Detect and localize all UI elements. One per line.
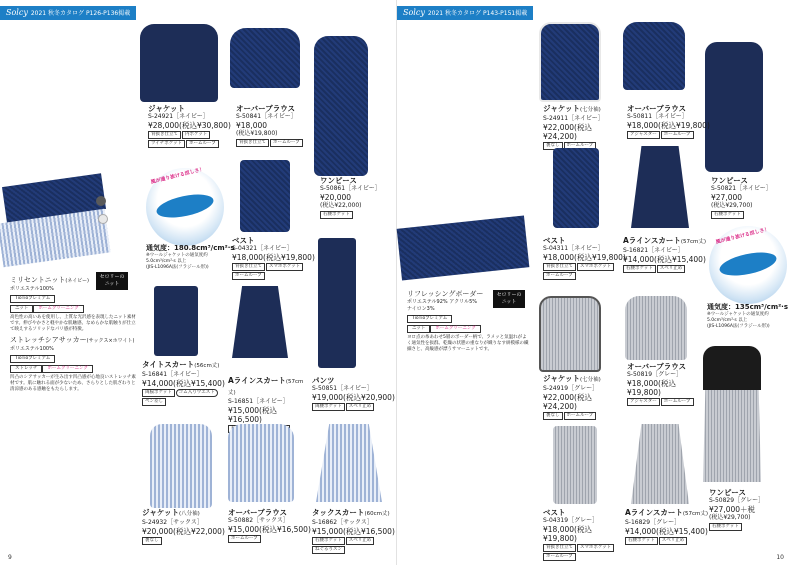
feature-tag: アジャスター (627, 398, 660, 406)
product-name: ジャケット (543, 104, 580, 113)
feature-tag: ホームループ (232, 272, 265, 280)
product-color: ［グレー］ (568, 517, 599, 524)
page-header (397, 6, 533, 20)
feature-tag: ホームループ (543, 272, 576, 280)
product-code: S-16841 (142, 371, 168, 378)
product-price: ¥14,000(税込¥15,400) (142, 379, 225, 388)
overblouse-sax-image (228, 424, 294, 502)
product-name: タイトスカート (142, 360, 195, 369)
onepiece-navy-image (314, 36, 368, 176)
feature-tag: 右腰ポケット (623, 265, 656, 273)
feature-tag: ホームループ (228, 535, 261, 543)
permeability-value: 180.8cm³/cm²·s (174, 244, 235, 252)
product-code: S-50882 (228, 517, 254, 524)
feature-tag: 背抜き仕立て (543, 544, 576, 552)
product-name: Aラインスカート (623, 236, 681, 245)
feature-tag: 右腰ポケット (625, 537, 658, 545)
fabric-fiber: ナイロン3% (407, 306, 435, 312)
product-length: (57cm丈) (682, 511, 709, 517)
product-color: ［ネイビー］ (648, 247, 684, 254)
feature-tag: ねぐるりスン (312, 546, 345, 554)
product-code: S-50821 (711, 185, 737, 192)
product-name: ベスト (232, 236, 255, 245)
fabric-name: ストレッチシアサッカー (10, 336, 87, 344)
product-length: (60cm丈) (364, 511, 390, 517)
product-code: S-50841 (236, 113, 262, 120)
permeability-value: 135cm³/cm²·s (735, 303, 789, 311)
fabric-tag: ニット (10, 305, 33, 313)
product-color: ［グレー］ (650, 519, 681, 526)
feature-tag: 背抜き仕立て (148, 131, 181, 139)
arrow-up-icon (755, 240, 763, 250)
seal-ribbon: 風が通り抜ける涼しさ！ (150, 166, 206, 186)
product-name: オーバーブラウス (627, 104, 687, 113)
product-item (142, 508, 234, 545)
product-color: ［ネイビー］ (345, 185, 381, 192)
product-item (543, 236, 627, 280)
product-item (625, 508, 709, 545)
product-color: ［グレー］ (568, 385, 599, 392)
permeability-note: (JIS-L1096A法(フラジール形)) (707, 324, 770, 329)
product-name: Aラインスカート (625, 508, 683, 517)
feature-tag: ホームループ (564, 412, 597, 420)
product-code: S-50819 (627, 371, 653, 378)
product-name: オーバーブラウス (228, 508, 288, 517)
product-code: S-04311 (543, 245, 569, 252)
product-item (312, 508, 396, 554)
fabric-tag: TioTioプレミアム (407, 315, 452, 323)
feature-tag: スベリ止め (346, 537, 375, 545)
product-price: ¥22,000(税込¥24,200) (543, 393, 592, 411)
product-name: ベスト (543, 508, 566, 517)
product-color: ［ネイビー］ (257, 245, 293, 252)
onepiece-gray-skirt-image (703, 390, 761, 482)
vest-gray-image (553, 426, 597, 504)
fabric-text: 高色性の高いあを使用し、上質な光沢感を表現したニット素材です。伸びやかさと軽やかな肌触感、なめらかな肌触りが仕立て映えするソリッドなパリ感が特徴。 (10, 315, 136, 332)
fabric-tag: TioTioプレミアム (10, 295, 55, 303)
jacket-navy-tweed-image (539, 22, 601, 102)
product-color: ［ネイビー］ (652, 113, 688, 120)
product-name: ジャケット (148, 104, 185, 113)
product-color: ［ネイビー］ (568, 245, 604, 252)
permeability-note: ※ウールジャケットの通気度約 (146, 253, 208, 258)
fabric-tag: ニット (407, 325, 430, 333)
product-code: S-16851 (228, 398, 254, 405)
product-item (312, 376, 396, 411)
product-price: ¥15,000(税込¥16,500) (312, 527, 395, 536)
vest-navy-image (553, 148, 599, 228)
product-price: ¥22,000(税込¥24,200) (543, 123, 592, 141)
feature-tag: ホームループ (564, 142, 597, 150)
product-item (709, 488, 793, 531)
product-price: ¥20,000 (320, 193, 352, 202)
product-price: ¥27,000＋税 (709, 505, 756, 514)
product-price: ¥15,000(税込¥16,500) (228, 406, 277, 424)
brand-logo: Solcy (6, 8, 28, 17)
product-name: ワンピース (320, 176, 357, 185)
product-name: ジャケット (543, 374, 580, 383)
tight-skirt-navy-image (154, 286, 198, 356)
product-price: ¥15,000(税込¥16,500) (228, 525, 311, 534)
seal-ribbon: 風が通り抜ける涼しさ！ (715, 226, 771, 246)
vest-navy-image (240, 160, 290, 232)
product-code: S-16862 (312, 519, 338, 526)
fabric-color: (ネイビー) (65, 278, 89, 284)
fabric-tag: ストレッチ (10, 365, 42, 373)
a-line-skirt-gray-image (631, 424, 689, 504)
feature-tag: 両脇ポケット (142, 389, 175, 397)
feature-tag: ホームループ (661, 131, 694, 139)
header-text: 2021 秋冬カタログ P126-P136掲載 (30, 10, 131, 17)
page-number: 9 (8, 554, 12, 561)
product-item (320, 176, 394, 219)
permeability-info (146, 245, 246, 271)
product-code: S-04321 (232, 245, 258, 252)
brand-logo: Solcy (403, 8, 425, 17)
page-header (0, 6, 136, 20)
fabric-fiber: ポリエステル100% (10, 286, 54, 292)
permeability-label: 通気度： (146, 244, 174, 252)
fabric-text: ヨロ点の糸あわせ5層のボーダー柄で、ラメッと気温れがよく通気性を抜群。乾燥の状態の重なりが織りなす絣模様の繊細さと、高級感が漂うサマーニットです。 (407, 335, 529, 352)
product-item (711, 176, 791, 219)
feature-tag: スマホポケット (266, 263, 303, 271)
product-item (623, 236, 709, 273)
product-price-tax: (税込¥29,700) (709, 514, 751, 521)
feature-tag: 右腰ポケット (312, 537, 345, 545)
feature-tag: スベリ止め (657, 265, 686, 273)
permeability-note: 5.0cm³/cm²·s 以上 (146, 259, 187, 264)
product-name: Aラインスカート (228, 376, 286, 385)
product-name: ジャケット (142, 508, 179, 517)
feature-tag: 背抜き仕立て (543, 263, 576, 271)
product-price-tax: (税込¥19,800) (236, 130, 278, 137)
product-code: S-50811 (627, 113, 653, 120)
product-color: ［ネイビー］ (173, 113, 209, 120)
jacket-sax-image (150, 424, 212, 508)
permeability-label: 通気度： (707, 303, 735, 311)
fabric-fiber: ポリエステル100% (10, 346, 54, 352)
product-name: パンツ (312, 376, 335, 385)
product-color: ［ネイビー］ (568, 115, 604, 122)
product-name: ベスト (543, 236, 566, 245)
feature-tag: ペン差し (142, 398, 166, 406)
product-length: (57cm丈) (680, 239, 707, 245)
product-name: タックスカート (312, 508, 365, 517)
overblouse-gray-image (625, 296, 687, 360)
product-item (142, 360, 234, 406)
arrow-up-icon (735, 240, 743, 250)
feature-tag: アジャスター (627, 131, 660, 139)
fabric-color: (サックス×ホワイト) (86, 338, 135, 344)
product-name: オーバーブラウス (236, 104, 296, 113)
feature-tag: 裏なし (142, 537, 162, 545)
product-item (228, 508, 314, 543)
product-item (232, 236, 316, 280)
product-price: ¥14,000(税込¥15,400) (623, 255, 706, 264)
product-color: ［サックス］ (337, 519, 373, 526)
fabric-name: ミリセントニット (10, 276, 66, 284)
feature-tag: ホームループ (186, 140, 219, 148)
permeability-note: ※ウールジャケットの通気度約 (707, 312, 769, 317)
permeability-note: (JIS-L1096A法(フラジール形)) (146, 265, 209, 270)
product-item (627, 362, 709, 406)
product-code: S-24911 (543, 115, 569, 122)
feature-tag: 内ポケット (182, 131, 210, 139)
product-code: S-24919 (543, 385, 569, 392)
product-color: ［サックス］ (167, 519, 203, 526)
jacket-gray-image (539, 296, 601, 372)
feature-tag: スベリ止め (659, 537, 688, 545)
product-price: ¥27,000 (711, 193, 743, 202)
permeability-note: 5.0cm³/cm²·s 以上 (707, 318, 748, 323)
button-image (96, 196, 106, 206)
arrow-up-icon (172, 182, 180, 192)
product-price: ¥19,000(税込¥20,900) (312, 393, 395, 402)
product-color: ［ネイビー］ (253, 398, 289, 405)
feature-tag: スマホポケット (577, 263, 614, 271)
product-price-tax: (税込¥29,700) (711, 202, 753, 209)
product-item (543, 374, 625, 420)
product-price: ¥18,000 (236, 121, 268, 130)
feature-tag: スベリ止め (346, 403, 375, 411)
feature-tag: 裏なし (543, 142, 563, 150)
product-item (543, 104, 625, 150)
product-color: ［ネイビー］ (736, 185, 772, 192)
permeability-info (707, 304, 793, 330)
product-price: ¥18,000(税込¥19,800) (627, 121, 710, 130)
feature-tag: 右腰ポケット (709, 523, 742, 531)
page-number: 10 (776, 554, 784, 561)
product-price: ¥18,000(税込¥19,800) (543, 253, 626, 262)
feature-tag: 背抜き仕立て (236, 139, 269, 147)
feature-tag: ゴム入りウエスト (176, 389, 218, 397)
a-line-skirt-navy-image (232, 286, 288, 358)
fabric-fiber: ポリエステル92% アクリル5% (407, 299, 478, 305)
fabric-swatch-border (397, 215, 530, 280)
product-length: (七分袖) (579, 377, 601, 383)
button-image (98, 214, 108, 224)
product-price-tax: (税込¥22,000) (320, 202, 362, 209)
feature-tag: 背抜き仕立て (232, 263, 265, 271)
fabric-tag: ホームクリーニング (430, 325, 480, 333)
arrow-up-icon (192, 182, 200, 192)
product-code: S-24921 (148, 113, 174, 120)
header-text: 2021 秋冬カタログ P143-P151掲載 (427, 10, 528, 17)
product-code: S-50851 (312, 385, 338, 392)
feature-tag: 両腰ポケット (312, 403, 345, 411)
feature-tag: ツイチポケット (148, 140, 185, 148)
product-item (543, 508, 625, 561)
product-length: (56cm丈) (194, 363, 220, 369)
product-color: ［ネイビー］ (167, 371, 203, 378)
product-name: ワンピース (709, 488, 746, 497)
fabric-description (10, 276, 138, 393)
a-line-skirt-navy-image (631, 146, 689, 228)
product-price: ¥20,000(税込¥22,000) (142, 527, 225, 536)
product-code: S-16829 (625, 519, 651, 526)
product-code: S-50829 (709, 497, 735, 504)
product-code: S-04319 (543, 517, 569, 524)
product-code: S-16821 (623, 247, 649, 254)
feature-tag: ホームループ (661, 398, 694, 406)
onepiece-navy-image (705, 42, 763, 172)
product-name: オーバーブラウス (627, 362, 687, 371)
product-color: ［グレー］ (734, 497, 765, 504)
product-price: ¥14,000(税込¥15,400) (625, 527, 708, 536)
feature-tag: ホームループ (270, 139, 303, 147)
product-name: ワンピース (711, 176, 748, 185)
celery-knit-badge: セロリーの ニット (493, 290, 525, 308)
product-color: ［ネイビー］ (261, 113, 297, 120)
feature-tag: 右腰ポケット (320, 211, 353, 219)
jacket-navy-image (140, 24, 218, 102)
onepiece-gray-bodice-image (703, 346, 761, 390)
product-price: ¥18,000(税込¥19,800) (627, 379, 676, 397)
overblouse-navy-tweed-image (623, 22, 685, 90)
feature-tag: スマホポケット (577, 544, 614, 552)
product-code: S-24932 (142, 519, 168, 526)
product-color: ［グレー］ (652, 371, 683, 378)
product-length: (七分袖) (579, 107, 601, 113)
fabric-tag: TioTioプレミアム (10, 355, 55, 363)
product-color: ［サックス］ (253, 517, 289, 524)
product-color: ［ネイビー］ (337, 385, 373, 392)
product-item (236, 104, 312, 147)
right-page (397, 0, 794, 565)
product-length: (八分袖) (178, 511, 200, 517)
feature-tag: 右腰ポケット (711, 211, 744, 219)
product-price: ¥28,000(税込¥30,800) (148, 121, 231, 130)
feature-tag: 裏なし (543, 412, 563, 420)
product-price: ¥18,000(税込¥19,800) (232, 253, 315, 262)
wave-graphic (718, 248, 779, 280)
wave-graphic (155, 190, 216, 222)
celery-knit-badge: セロリーの ニット (96, 272, 128, 290)
fabric-tag: ホームクリーニング (42, 365, 92, 373)
product-code: S-50861 (320, 185, 346, 192)
product-item (627, 104, 711, 139)
fabric-name: リフレッシングボーダー (407, 290, 484, 298)
pants-navy-image (318, 238, 356, 368)
fabric-text: 凹凸のシアサッカーが生み出す凹凸感が心地良いストレッチ素材です。肌に触れる面が少ないため、さらりとした肌ざわりと清涼感のある感触をもたらします。 (10, 375, 136, 392)
arrow-up-icon (182, 178, 190, 188)
feature-tag: ホームループ (543, 553, 576, 561)
product-item (148, 104, 240, 148)
tuck-skirt-sax-image (316, 424, 382, 502)
overblouse-navy-image (230, 28, 300, 88)
product-price: ¥18,000(税込¥19,800) (543, 525, 592, 543)
fabric-tag: ホームクリーニング (33, 305, 83, 313)
product-length: (57cm丈) (228, 379, 304, 396)
